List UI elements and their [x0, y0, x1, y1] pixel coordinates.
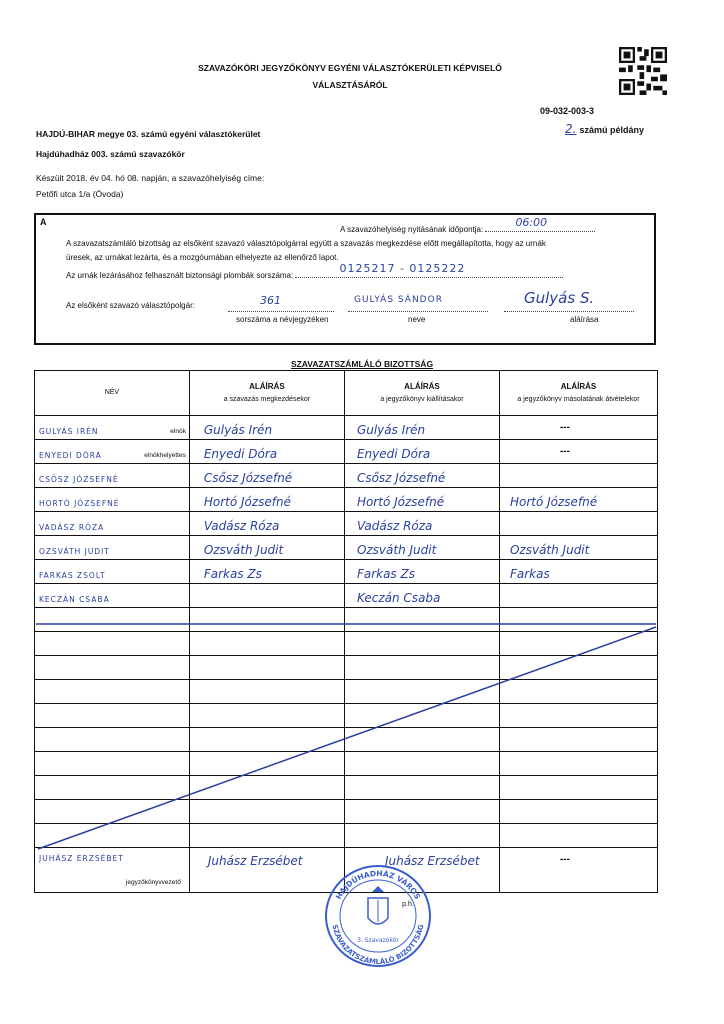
caption-signature: aláírása [570, 315, 599, 324]
member-sig3: Farkas [509, 567, 550, 581]
recorder-sig2: Juhász Erzsébet [384, 854, 480, 868]
committee-title: SZAVAZATSZÁMLÁLÓ BIZOTTSÁG [290, 359, 434, 369]
member-sig1: Vadász Róza [203, 519, 280, 533]
precinct-name: Hajdúhadház 003. számú szavazókör [36, 149, 185, 159]
col-sig1-header: ALÁÍRÁS a szavazás megkezdésekor [189, 371, 344, 416]
member-sig3: --- [559, 446, 570, 457]
caption-name: neve [408, 315, 426, 324]
member-sig2: Vadász Róza [356, 519, 433, 533]
recorder-role: jegyzőkönyvvezető [125, 879, 181, 886]
title-line-2: VÁLASZTÁSÁRÓL [312, 80, 388, 90]
committee-header-row [35, 371, 658, 416]
member-name: FARKAS ZSOLT [39, 571, 106, 580]
section-a-text-1: A szavazatszámláló bizottság az elsőként szavazó választópolgárral együtt a szavazás megkezdése előtt megállapította, hogy az urnák [66, 239, 546, 248]
member-row [35, 536, 658, 560]
qr-code-icon [619, 47, 667, 95]
member-name: OZSVÁTH JUDIT [39, 547, 110, 556]
document-id: 09-032-003-3 [540, 106, 595, 116]
district-block [36, 124, 260, 164]
member-name: HORTÓ JÓZSEFNÉ [39, 499, 120, 508]
caption-number: sorszáma a névjegyzéken [236, 315, 329, 324]
member-sig3: Ozsváth Judit [509, 543, 590, 557]
col-sig3-header: ALÁÍRÁS a jegyzőkönyv másolatának átvételekor [499, 371, 657, 416]
member-sig1: Gulyás Irén [203, 423, 273, 437]
col-sig2-header: ALÁÍRÁS a jegyzőkönyv kiállításakor [344, 371, 499, 416]
copy-number [565, 122, 644, 136]
member-role: elnökhelyettes [144, 452, 186, 459]
cancellation-line [34, 623, 658, 853]
member-sig2: Enyedi Dóra [356, 447, 431, 461]
member-row [35, 416, 658, 440]
svg-text:HAJDÚHADHÁZ VÁROS [334, 869, 422, 901]
col-name-header: NÉV [35, 371, 190, 416]
member-sig2: Hortó Józsefné [356, 495, 445, 509]
member-row [35, 488, 658, 512]
opening-time-value: 06:00 [515, 216, 548, 229]
polling-address: Petőfi utca 1/a (Óvoda) [36, 189, 124, 199]
stamp-top-text: HAJDÚHADHÁZ VÁROS [333, 868, 423, 901]
section-a-letter: A [40, 217, 47, 227]
member-role: elnök [170, 428, 186, 435]
stamp-center-text: 3. Szavazókör [357, 937, 399, 944]
document-title [140, 60, 560, 94]
first-voter-label: Az elsőként szavazó választópolgár: [66, 301, 195, 310]
recorder-name: JUHÁSZ ERZSÉBET [39, 854, 124, 863]
member-row [35, 440, 658, 464]
member-sig2: Ozsváth Judit [356, 543, 437, 557]
member-sig1: Enyedi Dóra [203, 447, 278, 461]
member-name: ENYEDI DÓRA [39, 451, 102, 460]
opening-time-row [340, 216, 595, 237]
first-voter-number: 361 [260, 294, 281, 307]
stamp-ph-text: p.h. [402, 901, 414, 908]
seals-value: 0125217 - 0125222 [339, 262, 466, 275]
member-sig2: Gulyás Irén [356, 423, 426, 437]
recorder-sig3: --- [559, 854, 570, 865]
opening-time-label: A szavazóhelyiség nyitásának időpontja: [340, 225, 484, 234]
member-sig1: Ozsváth Judit [203, 543, 284, 557]
member-sig1: Farkas Zs [203, 567, 262, 581]
member-name: VADÁSZ RÓZA [39, 523, 105, 532]
district-name: HAJDÚ-BIHAR megye 03. számú egyéni választókerület [36, 129, 261, 139]
stamp-bottom-text: SZAVAZATSZÁMLÁLÓ BIZOTTSÁG [330, 923, 426, 967]
first-voter-signature: Gulyás S. [524, 289, 595, 307]
made-block [36, 170, 264, 202]
member-sig2: Keczán Csaba [356, 591, 441, 605]
member-sig3: Hortó Józsefné [509, 495, 598, 509]
member-row [35, 512, 658, 536]
member-name: KECZÁN CSABA [39, 595, 110, 604]
section-a-box [34, 213, 656, 345]
copy-number-value: 2. [565, 122, 577, 136]
member-name: CSÖSZ JÓZSEFNÉ [39, 475, 119, 484]
copy-number-label: számú példány [579, 125, 644, 135]
recorder-sig1: Juhász Erzsébet [207, 854, 303, 868]
seals-label: Az urnák lezárásához felhasznált biztonsági plombák sorszáma: [66, 271, 294, 280]
member-sig2: Csősz Józsefné [356, 471, 446, 485]
member-row [35, 584, 658, 608]
member-sig2: Farkas Zs [356, 567, 415, 581]
member-name: GULYÁS IRÉN [39, 427, 99, 436]
member-sig1: Csősz Józsefné [203, 471, 293, 485]
first-voter-name: GULYÁS SÁNDOR [354, 295, 443, 305]
member-sig3: --- [559, 422, 570, 433]
made-text: Készült 2018. év 04. hó 08. napján, a szavazóhelyiség címe: [36, 173, 265, 183]
official-stamp-icon [322, 862, 434, 970]
title-line-1: SZAVAZÓKÖRI JEGYZŐKÖNYV EGYÉNI VÁLASZTÓKERÜLETI KÉPVISELŐ [198, 63, 502, 73]
svg-text:SZAVAZATSZÁMLÁLÓ BIZOTTSÁG [331, 924, 426, 967]
member-sig1: Hortó Józsefné [203, 495, 292, 509]
section-a-text-2: üresek, az urnákat lezárta, és a mozgóurnában elhelyezte az ellenőrző lapot. [66, 253, 339, 262]
member-row [35, 464, 658, 488]
member-row [35, 560, 658, 584]
seals-row [66, 262, 563, 283]
